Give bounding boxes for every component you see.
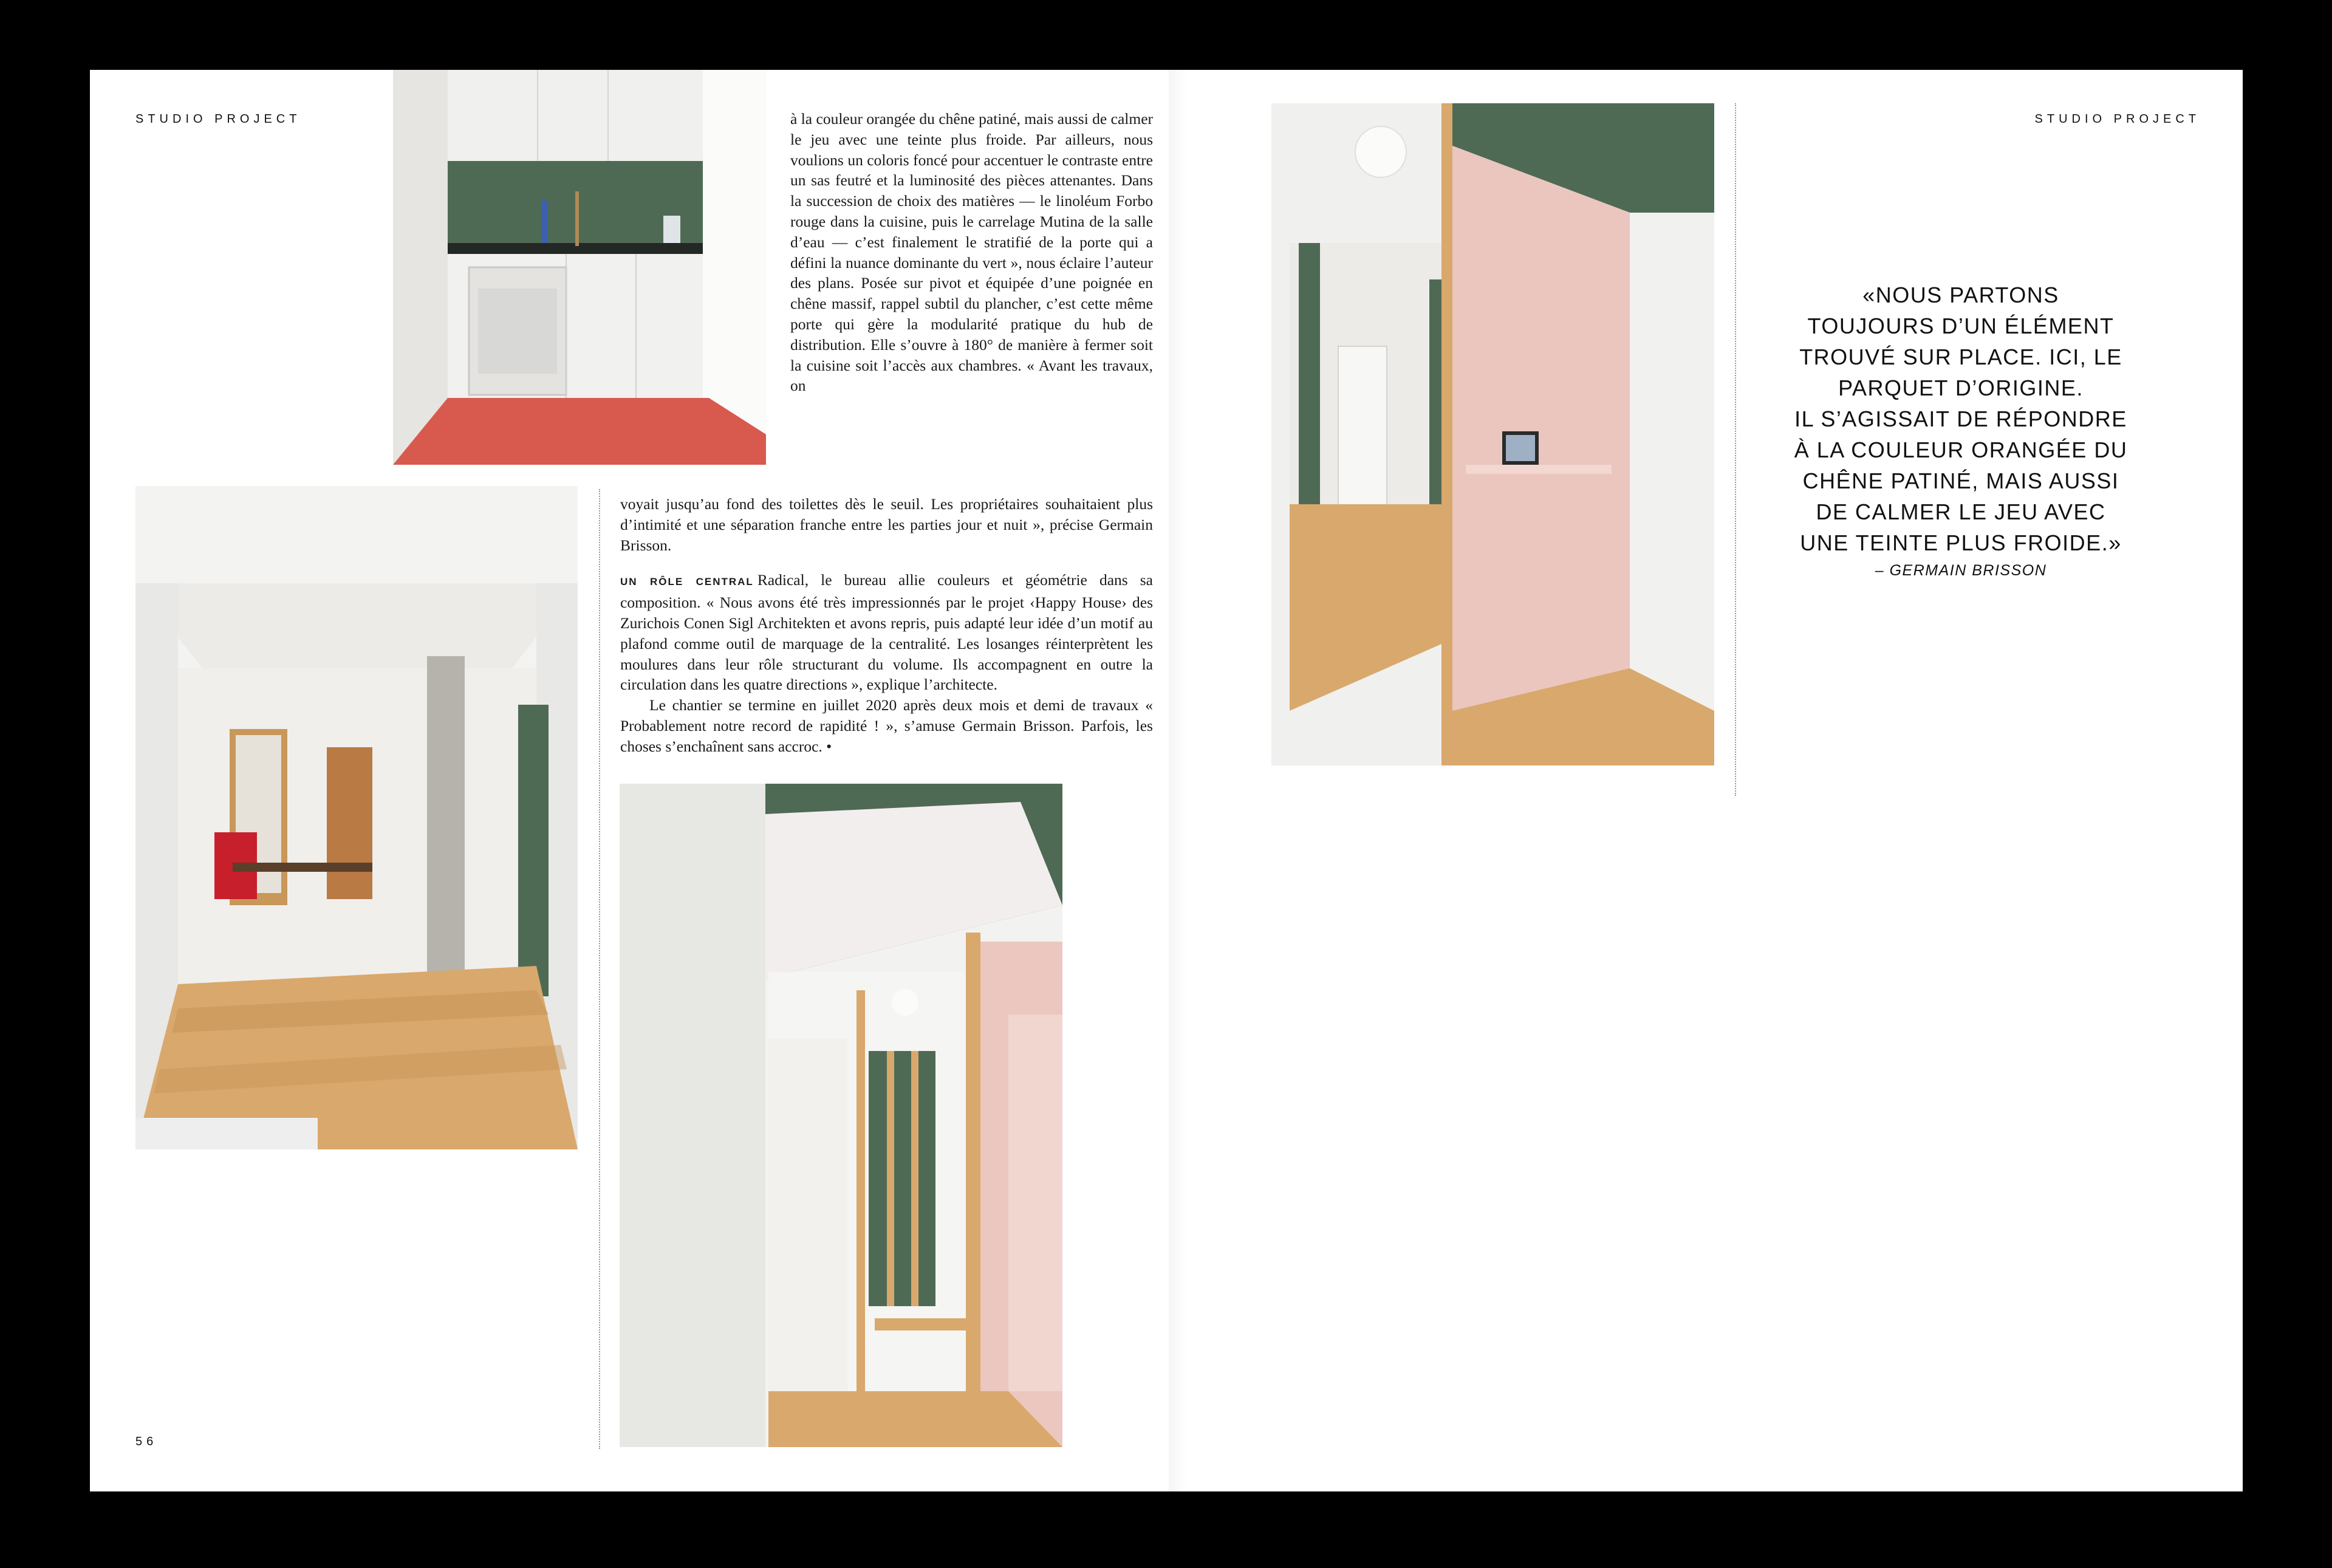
pull-quote-line: TROUVÉ SUR PLACE. ICI, LE: [1799, 344, 2122, 369]
pull-quote-line: PARQUET D’ORIGINE.: [1838, 375, 2084, 400]
pull-quote-line: DE CALMER LE JEU AVEC: [1816, 499, 2106, 524]
article-column-1: [790, 109, 1153, 396]
dining-room-photo: [135, 486, 578, 1149]
pull-quote-line: UNE TEINTE PLUS FROIDE.»: [1800, 530, 2122, 555]
section-heading: UN RÔLE CENTRAL: [620, 576, 754, 588]
pull-quote-line: IL S’AGISSAIT DE RÉPONDRE: [1794, 406, 2127, 431]
kitchen-photo: [393, 70, 766, 465]
pull-quote-line: «NOUS PARTONS: [1862, 282, 2059, 307]
pull-quote: [1779, 279, 2143, 583]
right-kicker: STUDIO PROJECT: [2034, 112, 2200, 126]
article-section: [620, 570, 1153, 695]
article-paragraph: voyait jusqu’au fond des toilettes dès le seuil. Les propriétaires souhaitaient plus d’intimité et une séparation franche entre les parties jour et nuit », précise Germain Brisson.: [620, 495, 1153, 554]
column-rule-right: [1735, 103, 1736, 796]
pull-quote-line: CHÊNE PATINÉ, MAIS AUSSI: [1802, 468, 2119, 493]
entrance-hall-photo: [620, 784, 1062, 1447]
pull-quote-line: À LA COULEUR ORANGÉE DU: [1794, 437, 2128, 462]
column-rule-left: [599, 489, 600, 1449]
left-kicker: STUDIO PROJECT: [135, 112, 301, 126]
magazine-spread: [90, 70, 2243, 1491]
gutter-shadow: [1169, 70, 1187, 1491]
hallway-pink-photo: [1271, 103, 1714, 765]
page-number: 56: [135, 1435, 158, 1448]
pull-quote-attribution: – GERMAIN BRISSON: [1875, 562, 2047, 579]
article-paragraph: à la couleur orangée du chêne patiné, mais aussi de calmer le jeu avec une teinte plus froide. Par ailleurs, nous voulions un coloris foncé pour accentuer le contraste entre un sas feutré et la luminosité des pièces attenantes. Dans la succession de choix des matières — le linoléum Forbo rouge dans la cuisine, puis le carrelage Mutina de la salle d’eau — c’est finalement le stratifié de la porte qui a défini la nuance dominante du vert », nous éclaire l’auteur des plans. Posée sur pivot et équipée d’une poignée en chêne massif, rappel subtil du plancher, c’est cette même porte qui gère la modularité pratique du hub de distribution. Elle s’ouvre à 180° de manière à fermer soit la cuisine soit l’accès aux chambres. « Avant les travaux, on: [790, 110, 1153, 395]
pull-quote-line: TOUJOURS D’UN ÉLÉMENT: [1807, 313, 2115, 338]
article-paragraph: Le chantier se termine en juillet 2020 après deux mois et demi de travaux « Probablement notre record de rapidité ! », s’amuse Germain Brisson. Parfois, les choses s’enchaînent sans accroc. •: [620, 696, 1153, 755]
article-paragraph: Radical, le bureau allie couleurs et géométrie dans sa composition. « Nous avons été très impressionnés par le projet ‹Happy House› des Zurichois Conen Sigl Architekten et avons repris, puis adapté leur idée d’un motif au plafond comme outil de marquage de la centralité. Les losanges réinterprètent les moulures dans leur rôle structurant du volume. Ils accompagnent en outre la circulation dans les quatre directions », explique l’architecte.: [620, 571, 1153, 694]
article-column-2: [620, 494, 1153, 757]
